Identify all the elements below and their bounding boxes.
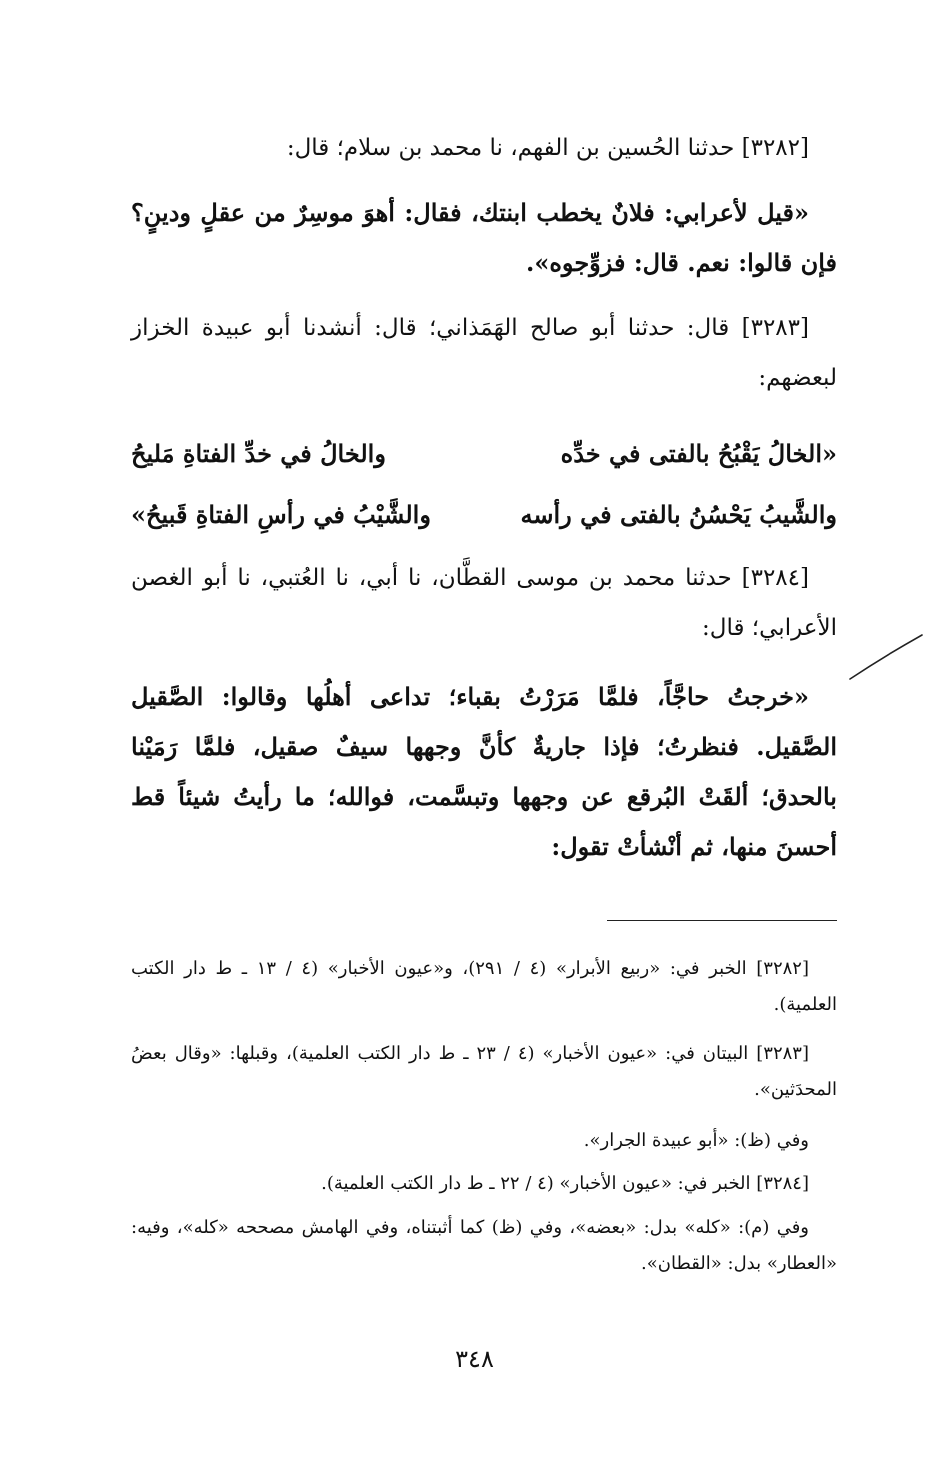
verse-2-first-hemistich: والشَّيبُ يَحْسُنُ بالفتى في رأسه (520, 500, 837, 529)
verse-2-second-hemistich: والشَّيْبُ في رأسِ الفتاةِ قَبيحُ» (131, 500, 431, 529)
paragraph-3282-isnad: [٣٢٨٢] حدثنا الحُسين بن الفهم، نا محمد بن سلام؛ قال: (286, 135, 809, 161)
verse-1-first-hemistich: «الخالُ يَقْبُحُ بالفتى في خدِّه (560, 439, 837, 468)
verse-1-second-hemistich: والخالُ في خدِّ الفتاةِ مَليحُ (131, 439, 386, 468)
footnote-3284-variant: وفي (م): «كله» بدل: «بعضه»، وفي (ظ) كما أثبتناه، وفي الهامش مصححه «كله»، وفيه: «العطار» بدل: «القطان». (131, 1217, 837, 1274)
footnote-3283-variant: وفي (ظ): «أبو عبيدة الجرار». (583, 1130, 809, 1151)
margin-pen-stroke-icon (848, 633, 928, 683)
paragraph-3284-isnad: [٣٢٨٤] حدثنا محمد بن موسى القطَّان، نا أبي، نا العُتبي، نا أبو الغصن الأعرابي؛ قال: (131, 565, 837, 641)
footnote-3284: [٣٢٨٤] الخبر في: «عيون الأخبار» (٤ / ٢٢ ـ ط دار الكتب العلمية). (321, 1173, 809, 1194)
footnote-3282: [٣٢٨٢] الخبر في: «ربيع الأبرار» (٤ / ٢٩١)، و«عيون الأخبار» (٤ / ١٣ ـ ط دار الكتب العلمية). (131, 958, 837, 1015)
paragraph-3283-isnad: [٣٢٨٣] قال: حدثنا أبو صالح الهَمَذاني؛ قال: أنشدنا أبو عبيدة الخزاز لبعضهم: (131, 315, 837, 391)
page-number: ٣٤٨ (455, 1345, 494, 1373)
footnote-separator (607, 920, 837, 921)
paragraph-3282-text: «قيل لأعرابي: فلانٌ يخطب ابنتك، فقال: أهوَ موسِرٌ من عقلٍ ودينٍ؟ فإن قالوا: نعم. قال: فزوِّجوه». (131, 198, 837, 277)
paragraph-3284-text: «خرجتُ حاجَّاً، فلمَّا مَرَرْتُ بقباء؛ تداعى أهلُها وقالوا: الصَّقيل الصَّقيل. فنظرتُ؛ فإذا جاريةٌ كأنَّ وجهها سيفٌ صقيل، فلمَّا رَمَيْنا بالحدق؛ ألقَتْ البُرقع عن وجهها وتبسَّمت، فوالله؛ ما رأيتُ شيئاً قط أحسنَ منها، ثم أنْشأتْ تقول: (131, 682, 837, 861)
verse-line-1 (131, 428, 837, 480)
footnote-3283: [٣٢٨٣] البيتان في: «عيون الأخبار» (٤ / ٢٣ ـ ط دار الكتب العلمية)، وقبلها: «وقال بعضُ المحدَثين». (131, 1043, 837, 1100)
verse-line-2 (131, 489, 837, 541)
